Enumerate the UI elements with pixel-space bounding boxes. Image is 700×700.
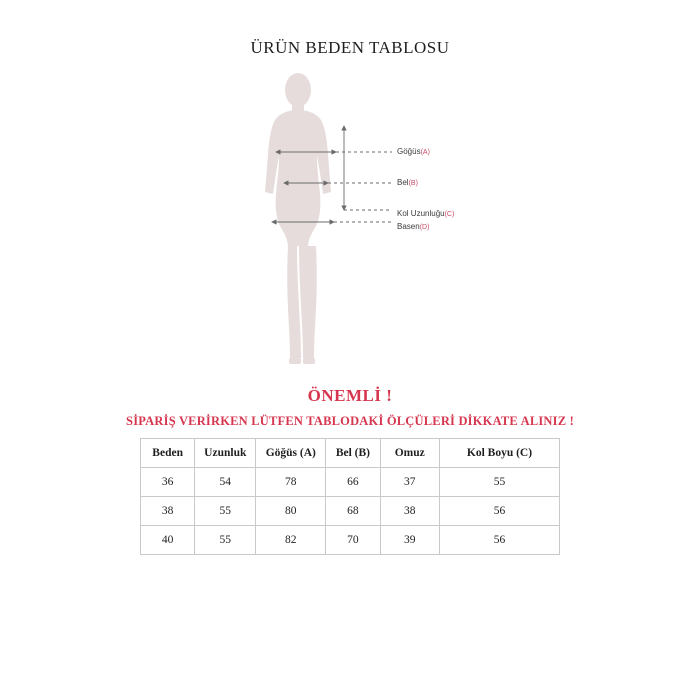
cell-gogus: 82 [256,526,326,555]
cell-uzunluk: 54 [195,468,256,497]
label-kol-uzunlugu: Kol Uzunluğu(C) [397,209,455,218]
important-heading: ÖNEMLİ ! [307,386,393,405]
cell-beden: 38 [141,497,195,526]
cell-omuz: 38 [380,497,439,526]
cell-uzunluk: 55 [195,526,256,555]
cell-bel: 68 [326,497,380,526]
table-row [141,497,560,526]
cell-bel: 66 [326,468,380,497]
header-uzunluk: Uzunluk [195,439,256,468]
header-bel: Bel (B) [326,439,380,468]
label-basen: Basen(D) [397,222,430,231]
cell-kol-boyu: 56 [439,526,559,555]
measurement-labels [0,70,700,380]
important-notice [0,386,700,429]
header-kol-boyu: Kol Boyu (C) [439,439,559,468]
cell-beden: 36 [141,468,195,497]
table-header-row [141,439,560,468]
cell-uzunluk: 55 [195,497,256,526]
size-table [140,438,560,555]
cell-kol-boyu: 55 [439,468,559,497]
cell-gogus: 78 [256,468,326,497]
cell-omuz: 37 [380,468,439,497]
cell-kol-boyu: 56 [439,497,559,526]
header-beden: Beden [141,439,195,468]
label-gogus: Göğüs(A) [397,147,430,156]
cell-gogus: 80 [256,497,326,526]
header-omuz: Omuz [380,439,439,468]
table-row [141,526,560,555]
important-subheading: SİPARİŞ VERİRKEN LÜTFEN TABLODAKİ ÖLÇÜLERİ DİKKATE ALINIZ ! [126,414,574,428]
cell-bel: 70 [326,526,380,555]
cell-omuz: 39 [380,526,439,555]
header-gogus: Göğüs (A) [256,439,326,468]
cell-beden: 40 [141,526,195,555]
page-title: ÜRÜN BEDEN TABLOSU [250,38,450,57]
label-bel: Bel(B) [397,178,418,187]
table-row [141,468,560,497]
figure-area [0,70,700,380]
